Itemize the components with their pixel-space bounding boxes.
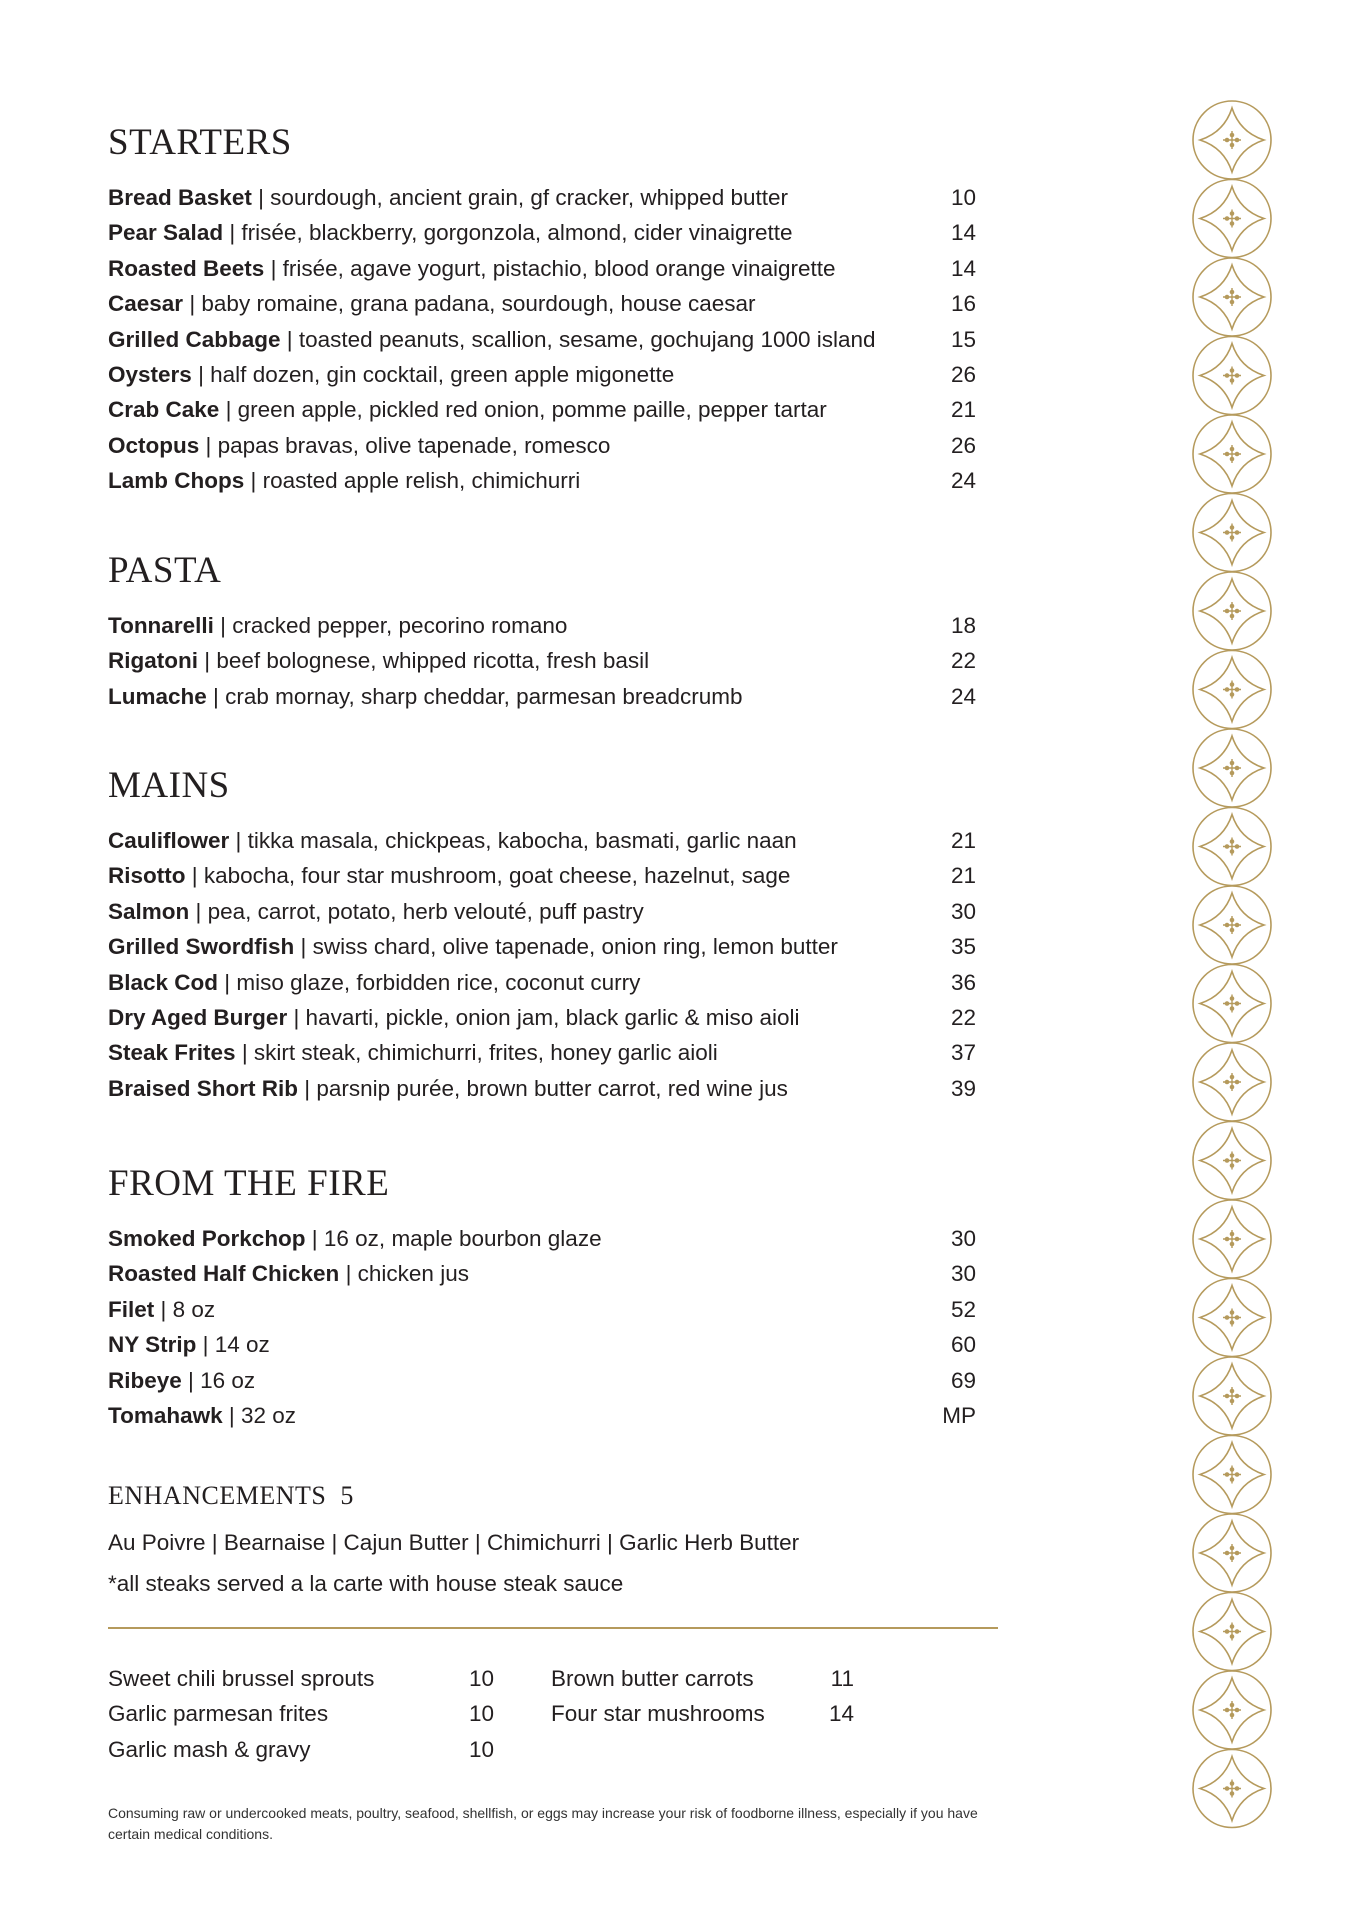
side-price: 10 [468,1701,494,1727]
section-mains [108,763,976,1106]
ornament-motif [1193,965,1271,1043]
menu-item [108,1256,976,1291]
section-divider [108,1627,998,1629]
item-description: | half dozen, gin cocktail, green apple migonette [191,361,675,387]
section-title: MAINS [108,765,230,806]
item-description: | 16 oz, maple bourbon glaze [305,1226,602,1251]
menu-item [108,1292,976,1327]
menu-item [108,180,976,215]
item-name: Dry Aged Burger [108,1004,288,1030]
item-name: Cauliflower [108,828,230,853]
side-price: 10 [468,1666,494,1691]
ornamental-circle-pattern-icon [1190,100,1274,1833]
menu-item [108,215,976,250]
ornament-motif [1193,180,1271,258]
menu-item [108,929,976,964]
item-price: 22 [950,1004,976,1030]
ornament-motif [1193,651,1271,729]
item-price: 24 [950,683,976,709]
item-price: 69 [950,1367,976,1393]
item-description: | sourdough, ancient grain, gf cracker, whipped butter [251,185,788,210]
item-name: Grilled Swordfish [108,934,295,960]
item-description: | pea, carrot, potato, herb velouté, puff pastry [189,898,644,924]
item-price: 26 [950,361,976,387]
item-description: | skirt steak, chimichurri, frites, honey garlic aioli [235,1040,718,1066]
item-price: 16 [950,291,976,317]
item-price: 60 [950,1332,976,1358]
item-name: Octopus [108,432,200,458]
item-name: Black Cod [108,969,219,995]
item-price: 52 [950,1296,976,1322]
item-list [108,180,976,499]
item-price: 10 [950,185,976,210]
menu-item [108,894,976,929]
item-name: Lumache [108,683,207,709]
side-item [551,1696,854,1731]
menu-item [108,1035,976,1070]
menu-item [108,823,976,858]
enhancements-heading [108,1476,354,1516]
menu-item [108,608,976,643]
item-price: 30 [950,1226,976,1251]
item-name: Tonnarelli [108,613,214,638]
item-name: NY Strip [108,1332,197,1358]
menu-item [108,463,976,498]
menu-item [108,1000,976,1035]
sides-right-column [551,1661,854,1732]
ornament-motif [1193,1043,1271,1121]
item-list [108,608,976,714]
side-item [108,1696,494,1731]
item-price: 26 [950,432,976,458]
ornament-motif [1193,1279,1271,1357]
menu-item [108,1363,976,1398]
item-description: | frisée, blackberry, gorgonzola, almond, cider vinaigrette [223,220,793,246]
ornament-motif [1193,808,1271,886]
ornament-motif [1193,1122,1271,1200]
item-description: | miso glaze, forbidden rice, coconut curry [218,969,641,995]
ornament-motif [1193,494,1271,572]
menu-item [108,679,976,714]
item-description: | frisée, agave yogurt, pistachio, blood orange vinaigrette [264,255,836,281]
menu-item [108,428,976,463]
section-title: FROM THE FIRE [108,1163,390,1204]
ornament-motif [1193,1200,1271,1278]
item-name: Tomahawk [108,1402,223,1428]
item-name: Salmon [108,898,190,924]
item-price: 37 [950,1040,976,1066]
item-description: | 32 oz [222,1402,296,1428]
item-price: 35 [950,934,976,960]
side-name: Brown butter carrots [551,1666,754,1691]
ornament-motif [1193,1671,1271,1749]
section-starters [108,120,976,499]
item-name: Caesar [108,291,184,317]
menu-item [108,858,976,893]
item-description: | tikka masala, chickpeas, kabocha, basmati, garlic naan [229,828,797,853]
item-price: 21 [950,863,976,889]
item-description: | green apple, pickled red onion, pomme paille, pepper tartar [219,397,827,423]
item-description: | chicken jus [339,1261,469,1287]
item-name: Smoked Porkchop [108,1226,306,1251]
item-name: Roasted Half Chicken [108,1261,340,1287]
ornament-motif [1193,729,1271,807]
ornament-motif [1193,1514,1271,1592]
item-description: | havarti, pickle, onion jam, black garlic & miso aioli [287,1004,800,1030]
menu-item [108,251,976,286]
ornament-motif [1193,1436,1271,1514]
item-price: 30 [950,1261,976,1287]
side-item [108,1661,494,1696]
menu-item [108,357,976,392]
side-name: Four star mushrooms [551,1701,765,1727]
item-description: | 8 oz [154,1296,216,1322]
item-name: Rigatoni [108,648,198,674]
item-name: Crab Cake [108,397,220,423]
ornament-motif [1193,337,1271,415]
menu-item [108,1221,976,1256]
menu-item [108,1398,976,1433]
item-name: Bread Basket [108,185,252,210]
ornament-motif [1193,886,1271,964]
side-price: 10 [468,1736,494,1762]
item-description: | cracked pepper, pecorino romano [213,613,568,638]
section-from-the-fire [108,1161,976,1433]
item-name: Roasted Beets [108,255,265,281]
item-price: 30 [950,898,976,924]
item-description: | toasted peanuts, scallion, sesame, gochujang 1000 island [280,326,876,352]
item-description: | crab mornay, sharp cheddar, parmesan breadcrumb [206,683,743,709]
item-price: 22 [950,648,976,674]
steak-note: *all steaks served a la carte with house steak sauce [108,1571,624,1596]
item-description: | kabocha, four star mushroom, goat cheese, hazelnut, sage [185,863,791,889]
side-price: 11 [830,1666,854,1691]
menu-item [108,965,976,1000]
item-price: 39 [950,1075,976,1101]
enhancements-title: ENHANCEMENTS [108,1481,327,1510]
item-name: Braised Short Rib [108,1075,299,1101]
sides-left-column [108,1661,494,1767]
item-price: 36 [950,969,976,995]
menu-item [108,1071,976,1106]
side-item [108,1732,494,1767]
item-list [108,823,976,1106]
item-price: 14 [950,255,976,281]
ornament-motif [1193,572,1271,650]
ornament-motif [1193,101,1271,179]
item-price: 21 [950,828,976,853]
item-description: | 16 oz [181,1367,256,1393]
item-price: MP [942,1402,976,1428]
ornament-motif [1193,415,1271,493]
item-name: Grilled Cabbage [108,326,281,352]
item-description: | roasted apple relish, chimichurri [244,468,581,494]
food-safety-disclaimer: Consuming raw or undercooked meats, poultry, seafood, shellfish, or eggs may increase your risk of foodborne illness, especially if you have certain medical conditions. [108,1805,978,1842]
item-name: Steak Frites [108,1040,236,1066]
item-name: Lamb Chops [108,468,245,494]
ornament-motif [1193,258,1271,336]
item-price: 21 [950,397,976,423]
menu-item [108,1327,976,1362]
section-title: PASTA [108,550,222,591]
menu-item [108,322,976,357]
menu-item [108,392,976,427]
item-list [108,1221,976,1433]
item-name: Ribeye [108,1367,182,1393]
item-name: Oysters [108,361,192,387]
side-name: Garlic parmesan frites [108,1701,329,1727]
side-item [551,1661,854,1696]
item-price: 14 [950,220,976,246]
enhancements-price: 5 [340,1481,354,1510]
section-pasta [108,548,976,714]
item-description: | 14 oz [196,1332,270,1358]
ornament-motif [1193,1357,1271,1435]
item-name: Pear Salad [108,220,224,246]
side-name: Sweet chili brussel sprouts [108,1666,375,1691]
side-name: Garlic mash & gravy [108,1736,311,1762]
ornament-motif [1193,1750,1271,1828]
item-name: Filet [108,1296,155,1322]
item-description: | baby romaine, grana padana, sourdough, house caesar [183,291,756,317]
item-description: | beef bolognese, whipped ricotta, fresh basil [198,648,650,674]
item-price: 18 [950,613,976,638]
item-price: 15 [950,326,976,352]
ornament-motif [1193,1593,1271,1671]
item-description: | swiss chard, olive tapenade, onion ring, lemon butter [294,934,838,960]
enhancements-list: Au Poivre | Bearnaise | Cajun Butter | Chimichurri | Garlic Herb Butter [108,1530,800,1555]
section-title: STARTERS [108,122,292,163]
item-name: Risotto [108,863,186,889]
item-price: 24 [950,468,976,494]
side-price: 14 [828,1701,854,1727]
menu-item [108,286,976,321]
menu-item [108,643,976,678]
item-description: | parsnip purée, brown butter carrot, red wine jus [298,1075,788,1101]
item-description: | papas bravas, olive tapenade, romesco [199,432,611,458]
